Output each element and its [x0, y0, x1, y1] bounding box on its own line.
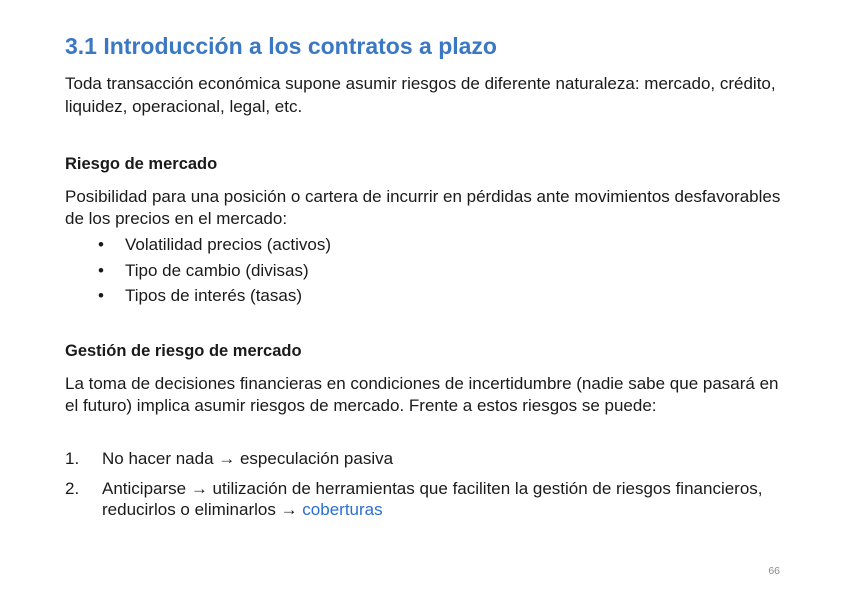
risk-bullet-list: [65, 234, 331, 311]
list-item: • Tipo de cambio (divisas): [65, 260, 331, 286]
list-number: 1.: [65, 449, 80, 468]
list-item: [65, 478, 765, 520]
options-numbered-list: [65, 448, 765, 529]
page-number: 66: [768, 565, 780, 577]
riesgo-mercado-paragraph: Posibilidad para una posición o cartera de incurrir en pérdidas ante movimientos desfavorables de los precios en el mercado:: [65, 187, 781, 228]
list-item-text: No hacer nada → especulación pasiva: [102, 449, 394, 468]
coberturas-link[interactable]: coberturas: [302, 500, 383, 519]
intro-paragraph: Toda transacción económica supone asumir riesgos de diferente naturaleza: mercado, crédito, liquidez, operacional, legal, etc.: [65, 74, 776, 116]
gestion-paragraph: La toma de decisiones financieras en condiciones de incertidumbre (nadie sabe que pasará en el futuro) implica asumir riesgos de mercado. Frente a estos riesgos se puede:: [65, 374, 779, 415]
list-item-text: Anticiparse → utilización de herramientas que faciliten la gestión de riesgos financieros, reducirlos o eliminarlos →: [102, 479, 763, 519]
list-item: [65, 448, 765, 469]
list-item: • Tipos de interés (tasas): [65, 285, 331, 311]
list-item: • Volatilidad precios (activos): [65, 234, 331, 260]
heading-riesgo-mercado: Riesgo de mercado: [65, 155, 218, 173]
list-number: 2.: [65, 479, 80, 498]
heading-gestion: Gestión de riesgo de mercado: [65, 342, 302, 360]
slide-title: 3.1 Introducción a los contratos a plazo: [65, 33, 497, 59]
